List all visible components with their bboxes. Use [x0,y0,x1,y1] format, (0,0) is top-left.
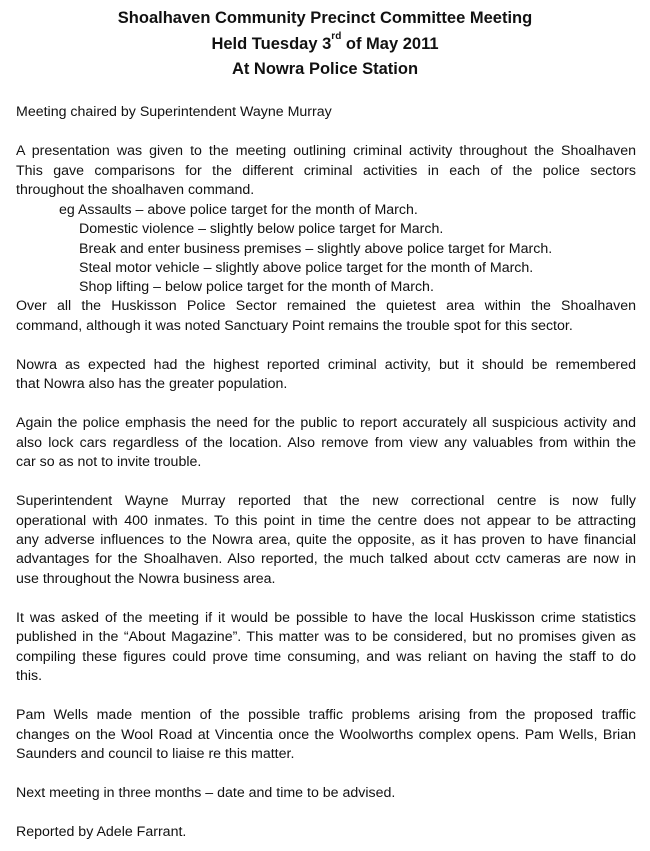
statistics-line: compiling these figures could prove time consuming, and was reliant on having the staff to do [16,649,636,665]
emphasis-line: also lock cars regardless of the location. Also remove from view any valuables from within the [16,435,636,451]
correctional-line: advantages for the Shoalhaven. Also reported, the much talked about cctv cameras are now in [16,551,636,567]
date-ordinal-suffix: rd [331,31,342,42]
correctional-line: any adverse influences to the Nowra area, quite the opposite, as it has proven to have financial [16,532,636,548]
presentation-line: This gave comparisons for the different criminal activities in each of the police sectors [16,163,636,179]
presentation-line: A presentation was given to the meeting outlining criminal activity throughout the Shoalhaven [16,143,636,159]
document-title: Shoalhaven Community Precinct Committee Meeting [117,9,533,27]
nowra-line: Nowra as expected had the highest reported criminal activity, but it should be remembered [16,357,636,373]
statistics-line: It was asked of the meeting if it would be possible to have the local Huskisson crime statistics [16,610,636,626]
nowra-line: that Nowra also has the greater population. [16,376,288,392]
crime-example: Break and enter business premises – slightly above police target for March. [79,241,553,257]
emphasis-line: car so as not to invite trouble. [16,454,202,470]
sector-summary-line: command, although it was noted Sanctuary Point remains the trouble spot for this sector. [16,318,573,334]
traffic-line: Saunders and council to liaise re this matter. [16,746,295,762]
meeting-date-text: Held Tuesday 3 [211,35,332,53]
correctional-line: operational with 400 inmates. To this point in time the centre does not appear to be attracting [16,513,636,529]
chair-line: Meeting chaired by Superintendent Wayne Murray [16,104,332,120]
reported-by: Reported by Adele Farrant. [16,824,187,840]
emphasis-line: Again the police emphasis the need for the public to report accurately all suspicious activity and [16,415,636,431]
statistics-line: this. [16,668,43,684]
sector-summary-line: Over all the Huskisson Police Sector remained the quietest area within the Shoalhaven [16,298,636,314]
meeting-date [0,31,650,54]
correctional-line: Superintendent Wayne Murray reported that the new correctional centre is now fully [16,493,636,509]
crime-example: Domestic violence – slightly below police target for March. [79,221,444,237]
correctional-line: use throughout the Nowra business area. [16,571,276,587]
traffic-line: changes on the Wool Road at Vincentia once the Woolworths complex opens. Pam Wells, Brian [16,727,636,743]
meeting-location: At Nowra Police Station [231,60,419,78]
crime-example: eg Assaults – above police target for the month of March. [59,202,418,218]
crime-example: Shop lifting – below police target for the month of March. [79,279,434,295]
next-meeting: Next meeting in three months – date and time to be advised. [16,785,396,801]
crime-example: Steal motor vehicle – slightly above police target for the month of March. [79,260,534,276]
presentation-line: throughout the shoalhaven command. [16,182,255,198]
traffic-line: Pam Wells made mention of the possible traffic problems arising from the proposed traffic [16,707,636,723]
statistics-line: published in the “About Magazine”. This matter was to be considered, but no promises given as [16,629,636,645]
meeting-date-rest: of May 2011 [341,35,439,53]
